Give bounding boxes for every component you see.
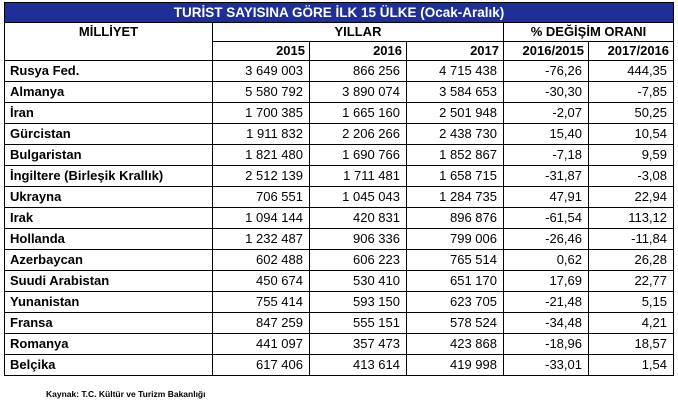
value-2015: 5 580 792	[213, 82, 310, 103]
value-2015: 755 414	[213, 292, 310, 313]
value-2017: 2 501 948	[407, 103, 504, 124]
value-2017: 651 170	[407, 271, 504, 292]
change-header: 2016/2015	[504, 42, 589, 61]
value-2015: 1 232 487	[213, 229, 310, 250]
change-2016-2015: 15,40	[504, 124, 589, 145]
country-name: Rusya Fed.	[5, 61, 213, 82]
change-2016-2015: 47,91	[504, 187, 589, 208]
value-2015: 1 094 144	[213, 208, 310, 229]
value-2015: 706 551	[213, 187, 310, 208]
value-2016: 555 151	[310, 313, 407, 334]
change-2017-2016: 113,12	[589, 208, 674, 229]
change-2016-2015: -18,96	[504, 334, 589, 355]
value-2016: 593 150	[310, 292, 407, 313]
table-body	[5, 61, 674, 376]
years-group-header: YILLAR	[213, 23, 504, 42]
change-2017-2016: 444,35	[589, 61, 674, 82]
table-row	[5, 250, 674, 271]
value-2016: 866 256	[310, 61, 407, 82]
country-name: Ukrayna	[5, 187, 213, 208]
value-2017: 1 658 715	[407, 166, 504, 187]
change-2017-2016: 1,54	[589, 355, 674, 376]
change-2017-2016: -11,84	[589, 229, 674, 250]
value-2015: 602 488	[213, 250, 310, 271]
country-name: Gürcistan	[5, 124, 213, 145]
value-2015: 1 821 480	[213, 145, 310, 166]
table-row	[5, 124, 674, 145]
value-2017: 2 438 730	[407, 124, 504, 145]
table-row	[5, 271, 674, 292]
change-2016-2015: -34,48	[504, 313, 589, 334]
table-row	[5, 82, 674, 103]
change-2017-2016: 9,59	[589, 145, 674, 166]
value-2015: 3 649 003	[213, 61, 310, 82]
value-2016: 606 223	[310, 250, 407, 271]
change-2016-2015: -7,18	[504, 145, 589, 166]
country-name: Suudi Arabistan	[5, 271, 213, 292]
value-2017: 3 584 653	[407, 82, 504, 103]
change-2016-2015: -2,07	[504, 103, 589, 124]
country-name: Romanya	[5, 334, 213, 355]
value-2017: 578 524	[407, 313, 504, 334]
country-name: Fransa	[5, 313, 213, 334]
value-2016: 357 473	[310, 334, 407, 355]
tourist-table-container	[4, 2, 673, 376]
country-name: İran	[5, 103, 213, 124]
value-2017: 896 876	[407, 208, 504, 229]
change-2016-2015: -33,01	[504, 355, 589, 376]
value-2016: 906 336	[310, 229, 407, 250]
value-2016: 1 045 043	[310, 187, 407, 208]
value-2016: 1 665 160	[310, 103, 407, 124]
change-2017-2016: 10,54	[589, 124, 674, 145]
value-2016: 1 711 481	[310, 166, 407, 187]
year-header: 2017	[407, 42, 504, 61]
year-header: 2015	[213, 42, 310, 61]
change-2016-2015: 0,62	[504, 250, 589, 271]
country-name: Azerbaycan	[5, 250, 213, 271]
country-name: İngiltere (Birleşik Krallık)	[5, 166, 213, 187]
change-group-header: % DEĞİŞİM ORANI	[504, 23, 674, 42]
value-2017: 799 006	[407, 229, 504, 250]
value-2017: 423 868	[407, 334, 504, 355]
value-2017: 623 705	[407, 292, 504, 313]
change-header: 2017/2016	[589, 42, 674, 61]
value-2016: 420 831	[310, 208, 407, 229]
change-2017-2016: 22,94	[589, 187, 674, 208]
value-2016: 3 890 074	[310, 82, 407, 103]
value-2017: 4 715 438	[407, 61, 504, 82]
change-2017-2016: 5,15	[589, 292, 674, 313]
table-row	[5, 229, 674, 250]
value-2017: 419 998	[407, 355, 504, 376]
change-2017-2016: -7,85	[589, 82, 674, 103]
change-2016-2015: -21,48	[504, 292, 589, 313]
value-2016: 530 410	[310, 271, 407, 292]
value-2015: 441 097	[213, 334, 310, 355]
tourist-table	[4, 2, 674, 376]
value-2015: 617 406	[213, 355, 310, 376]
value-2016: 413 614	[310, 355, 407, 376]
source-note: Kaynak: T.C. Kültür ve Turizm Bakanlığı	[46, 389, 206, 399]
value-2015: 847 259	[213, 313, 310, 334]
change-2017-2016: 22,77	[589, 271, 674, 292]
change-2017-2016: -3,08	[589, 166, 674, 187]
country-name: Yunanistan	[5, 292, 213, 313]
table-row	[5, 208, 674, 229]
country-name: Irak	[5, 208, 213, 229]
table-row	[5, 187, 674, 208]
table-row	[5, 166, 674, 187]
country-name: Belçika	[5, 355, 213, 376]
table-row	[5, 334, 674, 355]
country-name: Almanya	[5, 82, 213, 103]
change-2016-2015: -31,87	[504, 166, 589, 187]
value-2015: 450 674	[213, 271, 310, 292]
change-2017-2016: 26,28	[589, 250, 674, 271]
value-2016: 1 690 766	[310, 145, 407, 166]
country-name: Hollanda	[5, 229, 213, 250]
change-2016-2015: -76,26	[504, 61, 589, 82]
value-2017: 1 852 867	[407, 145, 504, 166]
table-row	[5, 355, 674, 376]
table-row	[5, 103, 674, 124]
table-row	[5, 145, 674, 166]
table-row	[5, 313, 674, 334]
change-2016-2015: 17,69	[504, 271, 589, 292]
nationality-header: MİLLİYET	[5, 23, 213, 61]
value-2015: 1 911 832	[213, 124, 310, 145]
value-2017: 765 514	[407, 250, 504, 271]
country-name: Bulgaristan	[5, 145, 213, 166]
change-2016-2015: -61,54	[504, 208, 589, 229]
value-2015: 2 512 139	[213, 166, 310, 187]
table-row	[5, 61, 674, 82]
change-2017-2016: 18,57	[589, 334, 674, 355]
change-2016-2015: -30,30	[504, 82, 589, 103]
value-2015: 1 700 385	[213, 103, 310, 124]
year-header: 2016	[310, 42, 407, 61]
change-2017-2016: 4,21	[589, 313, 674, 334]
table-row	[5, 292, 674, 313]
change-2016-2015: -26,46	[504, 229, 589, 250]
table-title: TURİST SAYISINA GÖRE İLK 15 ÜLKE (Ocak-Aralık)	[5, 3, 674, 23]
change-2017-2016: 50,25	[589, 103, 674, 124]
value-2017: 1 284 735	[407, 187, 504, 208]
value-2016: 2 206 266	[310, 124, 407, 145]
